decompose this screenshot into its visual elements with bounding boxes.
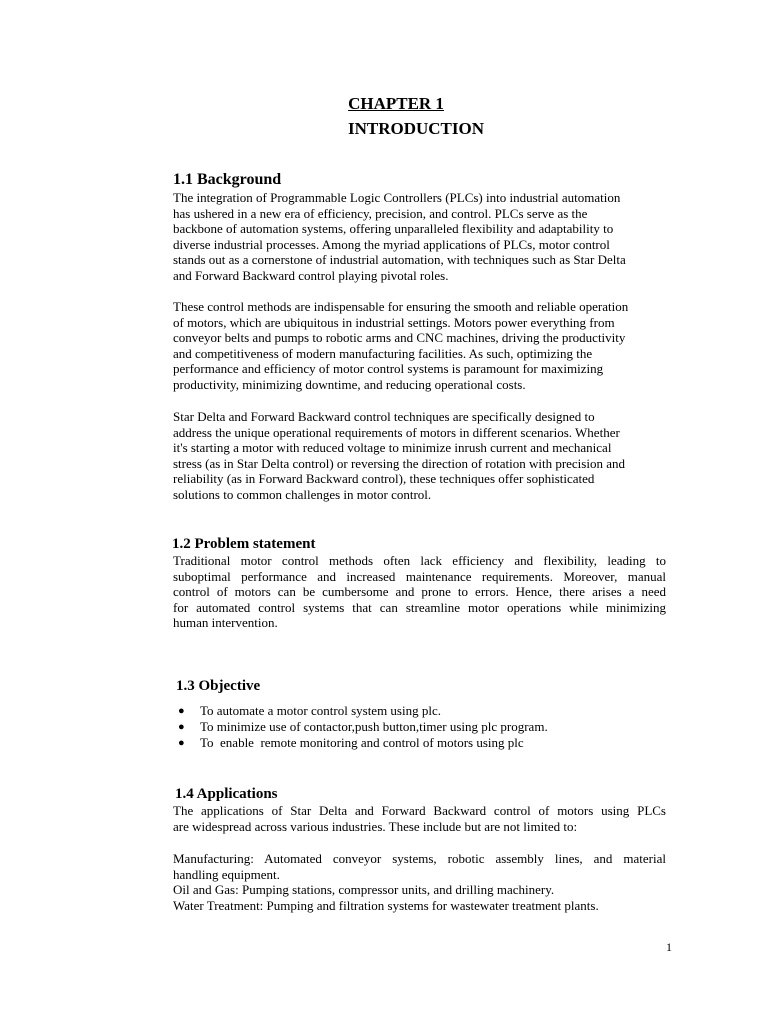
text-line: stress (as in Star Delta control) or reversing the direction of rotation with precision and (173, 455, 625, 471)
page-number: 1 (666, 940, 672, 954)
applications-paragraph-1 (173, 803, 666, 834)
text-line: of motors, which are ubiquitous in industrial settings. Motors power everything from (173, 314, 615, 330)
text-line: suboptimal performance and increased maintenance requirements. Moreover, manual (173, 568, 666, 584)
text-line: has ushered in a new era of efficiency, precision, and control. PLCs serve as the (173, 205, 588, 221)
text-line: The integration of Programmable Logic Controllers (PLCs) into industrial automation (173, 190, 621, 205)
text-line: stands out as a cornerstone of industrial automation, with techniques such as Star Delta (173, 252, 626, 267)
applications-paragraph-2 (173, 851, 666, 913)
section-heading-objective: 1.3 Objective (176, 678, 261, 694)
text-line: handling equipment. (173, 866, 280, 882)
section-heading-problem-statement: 1.2 Problem statement (172, 536, 316, 552)
text-line: diverse industrial processes. Among the myriad applications of PLCs, motor control (173, 236, 610, 252)
text-line: solutions to common challenges in motor control. (173, 486, 432, 502)
text-line: reliability (as in Forward Backward control), these techniques offer sophisticated (173, 471, 595, 486)
list-item (178, 703, 548, 719)
text-line: Water Treatment: Pumping and filtration systems for wastewater treatment plants. (173, 897, 599, 913)
bullet-icon: ● (178, 705, 185, 717)
text-line: backbone of automation systems, offering unparalleled flexibility and adaptability to (173, 221, 614, 236)
text-line: human intervention. (173, 615, 278, 630)
text-line: it's starting a motor with reduced voltage to minimize inrush current and mechanical (173, 440, 612, 455)
text-line: for automated control systems that can streamline motor operations while minimizing (173, 599, 666, 615)
background-paragraph-1 (173, 190, 669, 283)
list-item-text: To enable remote monitoring and control of motors using plc (200, 735, 524, 750)
text-line: are widespread across various industries. These include but are not limited to: (173, 818, 578, 834)
list-item (178, 735, 548, 751)
background-paragraph-3 (173, 409, 669, 502)
chapter-number: CHAPTER 1 (348, 94, 444, 113)
text-line: and Forward Backward control playing pivotal roles. (173, 267, 449, 283)
text-line: address the unique operational requirements of motors in different scenarios. Whether (173, 424, 620, 440)
bullet-icon: ● (178, 737, 185, 749)
list-item (178, 719, 548, 735)
text-line: Manufacturing: Automated conveyor systems, robotic assembly lines, and material (173, 851, 666, 866)
text-line: performance and efficiency of motor control systems is paramount for maximizing (173, 361, 604, 376)
text-line: conveyor belts and pumps to robotic arms and CNC machines, driving the productivity (173, 330, 626, 345)
bullet-icon: ● (178, 721, 185, 733)
text-line: Traditional motor control methods often lack efficiency and flexibility, leading to (173, 553, 666, 568)
objective-list (178, 703, 548, 751)
background-paragraph-2 (173, 299, 669, 392)
text-line: Star Delta and Forward Backward control techniques are specifically designed to (173, 409, 595, 424)
text-line: control of motors can be cumbersome and prone to errors. Hence, there arises a need (173, 584, 666, 599)
text-line: and competitiveness of modern manufacturing facilities. As such, optimizing the (173, 345, 593, 361)
list-item-text: To automate a motor control system using plc. (200, 703, 441, 718)
text-line: The applications of Star Delta and Forward Backward control of motors using PLCs (173, 803, 666, 818)
section-heading-applications: 1.4 Applications (175, 786, 278, 802)
text-line: Oil and Gas: Pumping stations, compressor units, and drilling machinery. (173, 882, 555, 897)
list-item-text: To minimize use of contactor,push button,timer using plc program. (200, 719, 548, 734)
text-line: productivity, minimizing downtime, and reducing operational costs. (173, 376, 526, 392)
section-heading-background: 1.1 Background (173, 171, 282, 188)
problem-statement-paragraph (173, 553, 666, 631)
text-line: These control methods are indispensable for ensuring the smooth and reliable operation (173, 299, 629, 314)
chapter-title: INTRODUCTION (347, 119, 485, 138)
